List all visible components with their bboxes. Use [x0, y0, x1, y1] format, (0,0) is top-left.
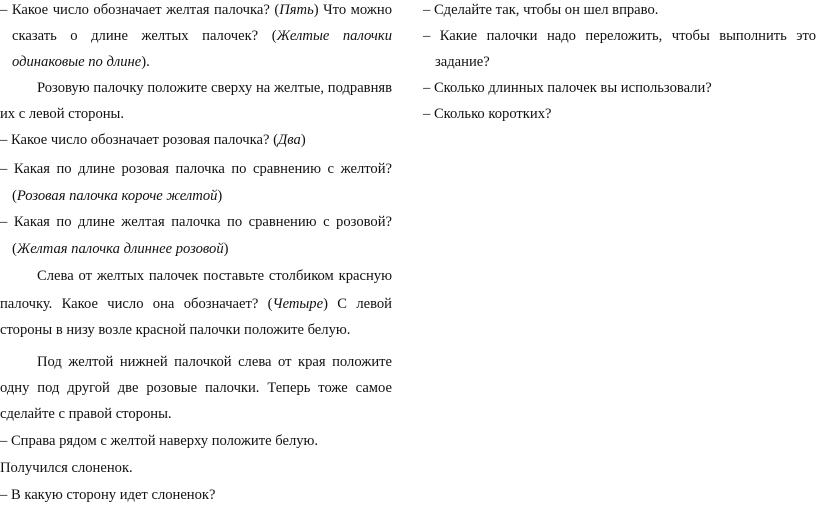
question-text: В какую сторону идет слоненок? [10, 487, 216, 503]
text-line [0, 458, 392, 478]
answer-text: Четыре [272, 296, 324, 312]
question-text: сказать о длине желтых палочек? ( [12, 28, 277, 44]
answer-text: Два [277, 132, 301, 148]
question-text: Справа рядом с желтой наверху положите белую. [10, 433, 319, 449]
question-text: Какая по длине желтая палочка по сравнению с розовой? [13, 214, 392, 230]
text-line [423, 78, 816, 98]
text-line [0, 294, 392, 314]
paragraph-text: одну под другой две розовые палочки. Теперь тоже самое [0, 380, 392, 396]
dash-mark: – [0, 2, 12, 18]
dash-mark: – [423, 80, 434, 96]
dash-mark: – [0, 132, 11, 148]
text-line [423, 104, 816, 124]
text-line [0, 26, 392, 46]
answer-text: Желтые палочки [276, 28, 392, 44]
text-line [0, 431, 392, 451]
answer-text: Розовая палочка короче желтой [16, 188, 218, 204]
answer-text: одинаковые по длине [12, 54, 142, 70]
answer-text: Желтая палочка длиннее розовой [16, 241, 224, 257]
paren-close: ) [217, 188, 223, 204]
text-line [0, 0, 392, 20]
dash-mark: – [0, 433, 11, 449]
paragraph-first-line [0, 352, 392, 372]
text-line [0, 485, 392, 505]
dash-mark: – [0, 214, 14, 230]
paragraph-first-line [0, 78, 392, 98]
text-line [0, 52, 392, 72]
paragraph-text: ) С левой [323, 296, 392, 312]
paragraph-text: Под желтой нижней палочкой слева от края положите [37, 354, 392, 370]
dash-mark: – [423, 28, 440, 44]
paragraph-text: сделайте с правой стороны. [0, 406, 172, 422]
text-line [0, 130, 392, 150]
question-text: Какое число обозначает желтая палочка? ( [11, 2, 280, 18]
text-line [0, 159, 392, 179]
question-text: Сколько коротких? [433, 106, 552, 122]
paragraph-first-line [0, 266, 392, 286]
dash-mark: – [0, 487, 11, 503]
text-line [423, 52, 816, 72]
paragraph-text: их с левой стороны. [0, 106, 125, 122]
dash-mark: – [423, 2, 434, 18]
question-text: ) [300, 132, 306, 148]
text-line [0, 104, 392, 124]
question-text: ). [141, 54, 150, 70]
question-text: Какое число обозначает розовая палочка? ( [10, 132, 278, 148]
question-text: задание? [435, 54, 490, 70]
text-line [0, 212, 392, 232]
text-line [0, 378, 392, 398]
question-text: Сделайте так, чтобы он шел вправо. [433, 2, 659, 18]
text-line [0, 239, 392, 259]
dash-mark: – [423, 106, 434, 122]
question-text: ) Что можно [313, 2, 392, 18]
question-text: Сколько длинных палочек вы использовали? [433, 80, 712, 96]
paragraph-text: стороны в низу возле красной палочки положите белую. [0, 322, 351, 338]
question-text: Какие палочки надо переложить, чтобы выполнить это [439, 28, 816, 44]
paragraph-text: Получился слоненок. [0, 460, 133, 476]
text-line [423, 26, 816, 46]
paren-open: ( [12, 241, 17, 257]
dash-mark: – [0, 161, 14, 177]
paragraph-text: Розовую палочку положите сверху на желтые, подравняв [37, 80, 392, 96]
paragraph-text: Слева от желтых палочек поставьте столбиком красную [37, 268, 392, 284]
paragraph-text: палочку. Какое число она обозначает? ( [0, 296, 273, 312]
paren-open: ( [12, 188, 17, 204]
answer-text: Пять [279, 2, 314, 18]
text-line [0, 404, 392, 424]
text-line [0, 186, 392, 206]
text-line [0, 320, 392, 340]
text-line [423, 0, 816, 20]
question-text: Какая по длине розовая палочка по сравнению с желтой? [13, 161, 392, 177]
paren-close: ) [223, 241, 229, 257]
